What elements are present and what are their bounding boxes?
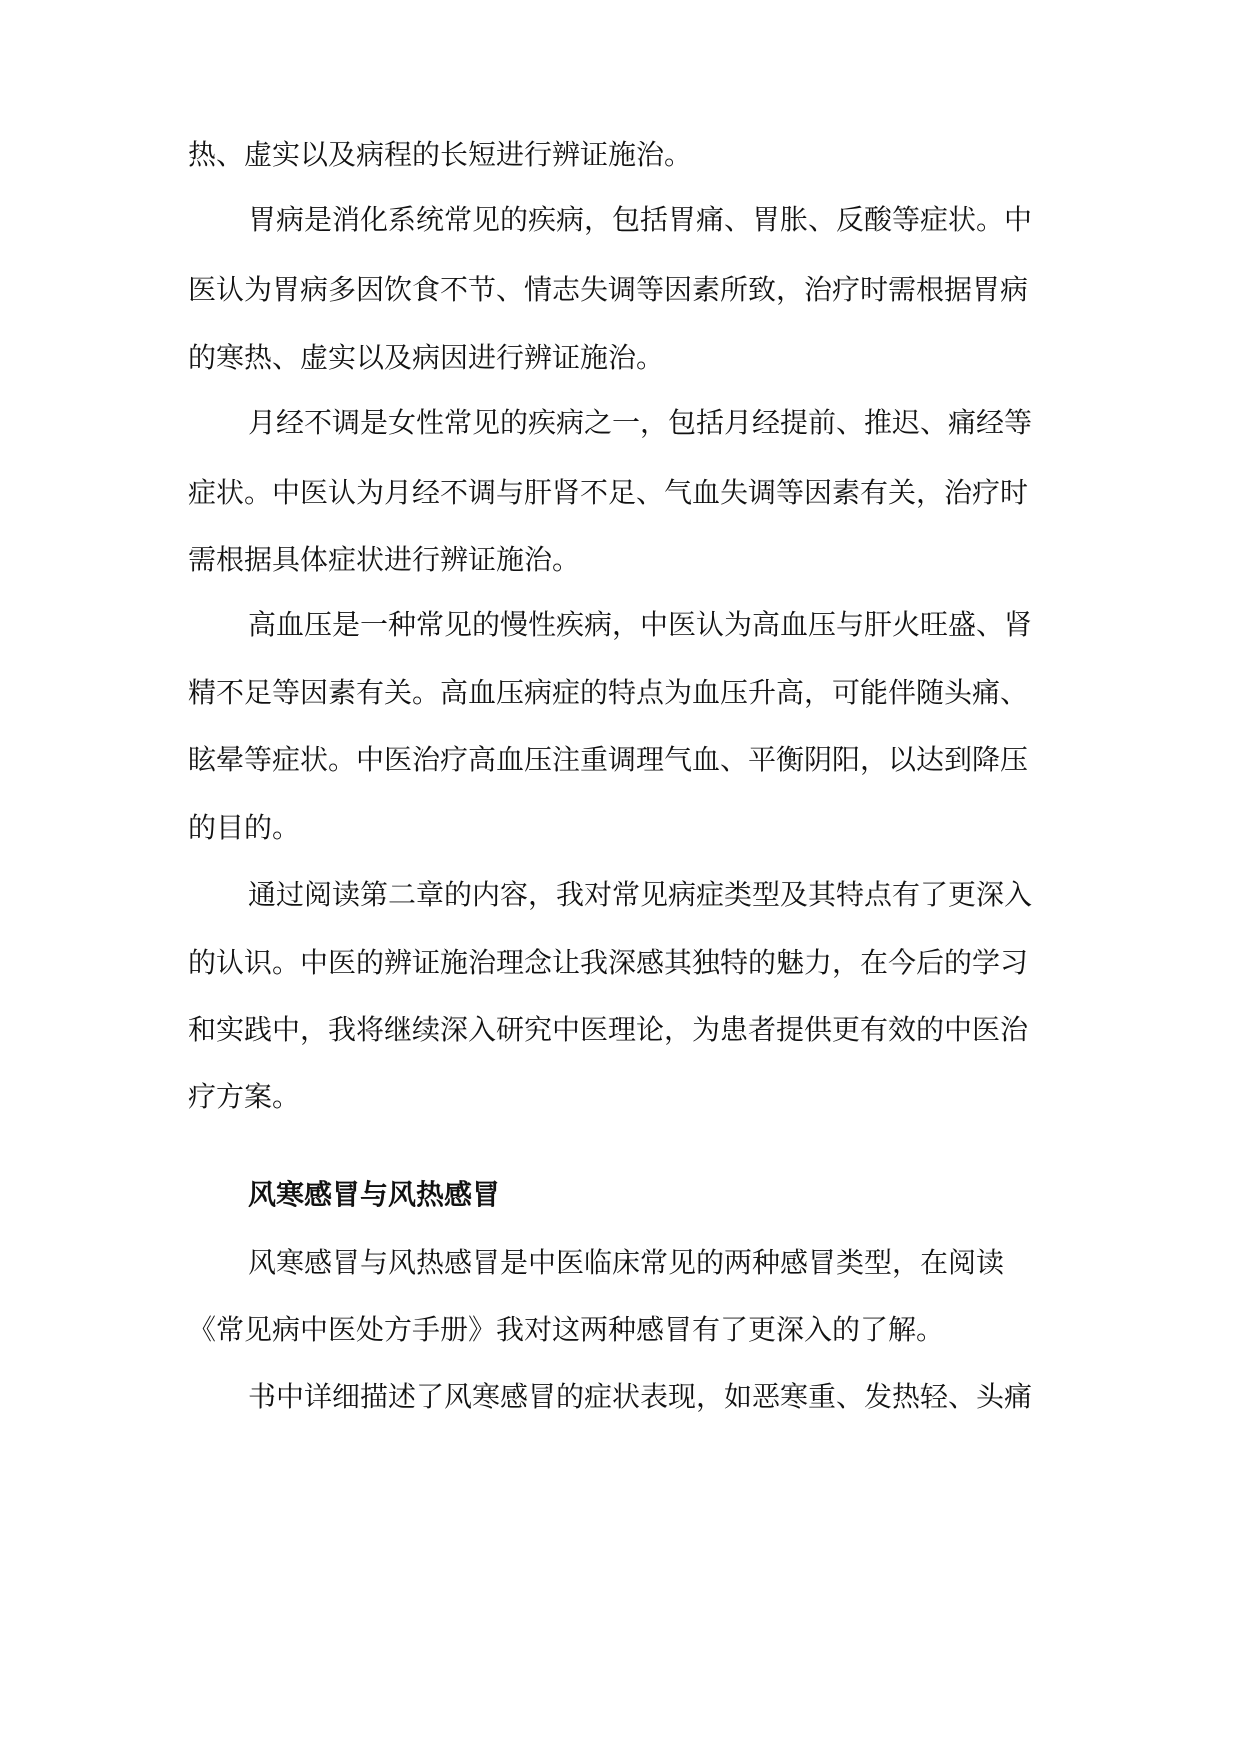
paragraph-hypertension-line: 的目的。 — [188, 811, 301, 844]
paragraph-stomach-line: 医认为胃病多因饮食不节、情志失调等因素所致，治疗时需根据胃病 — [188, 273, 1029, 306]
paragraph-menstrual-line: 月经不调是女性常见的疾病之一，包括月经提前、推迟、痛经等 — [248, 406, 1033, 439]
paragraph-hypertension-line: 高血压是一种常见的慢性疾病，中医认为高血压与肝火旺盛、肾 — [248, 608, 1033, 641]
paragraph-hypertension-line: 精不足等因素有关。高血压病症的特点为血压升高，可能伴随头痛、 — [188, 676, 1029, 709]
paragraph-hypertension-line: 眩晕等症状。中医治疗高血压注重调理气血、平衡阴阳，以达到降压 — [188, 743, 1029, 776]
paragraph-summary-line: 通过阅读第二章的内容，我对常见病症类型及其特点有了更深入 — [248, 878, 1033, 911]
paragraph-stomach-line: 的寒热、虚实以及病因进行辨证施治。 — [188, 341, 665, 374]
paragraph-menstrual-line: 症状。中医认为月经不调与肝肾不足、气血失调等因素有关，治疗时 — [188, 476, 1029, 509]
paragraph-cold-line: 《常见病中医处方手册》我对这两种感冒有了更深入的了解。 — [188, 1313, 945, 1346]
paragraph-stomach-line: 胃病是消化系统常见的疾病，包括胃痛、胃胀、反酸等症状。中 — [248, 203, 1033, 236]
section-heading: 风寒感冒与风热感冒 — [248, 1178, 501, 1211]
paragraph-cold-line: 风寒感冒与风热感冒是中医临床常见的两种感冒类型，在阅读 — [248, 1246, 1005, 1279]
paragraph-summary-line: 疗方案。 — [188, 1080, 301, 1113]
paragraph-menstrual-line: 需根据具体症状进行辨证施治。 — [188, 543, 581, 576]
paragraph-cold-line: 书中详细描述了风寒感冒的症状表现，如恶寒重、发热轻、头痛 — [248, 1380, 1033, 1413]
paragraph-summary-line: 和实践中，我将继续深入研究中医理论，为患者提供更有效的中医治 — [188, 1013, 1029, 1046]
text-line: 热、虚实以及病程的长短进行辨证施治。 — [188, 138, 693, 171]
paragraph-summary-line: 的认识。中医的辨证施治理念让我深感其独特的魅力，在今后的学习 — [188, 946, 1029, 979]
